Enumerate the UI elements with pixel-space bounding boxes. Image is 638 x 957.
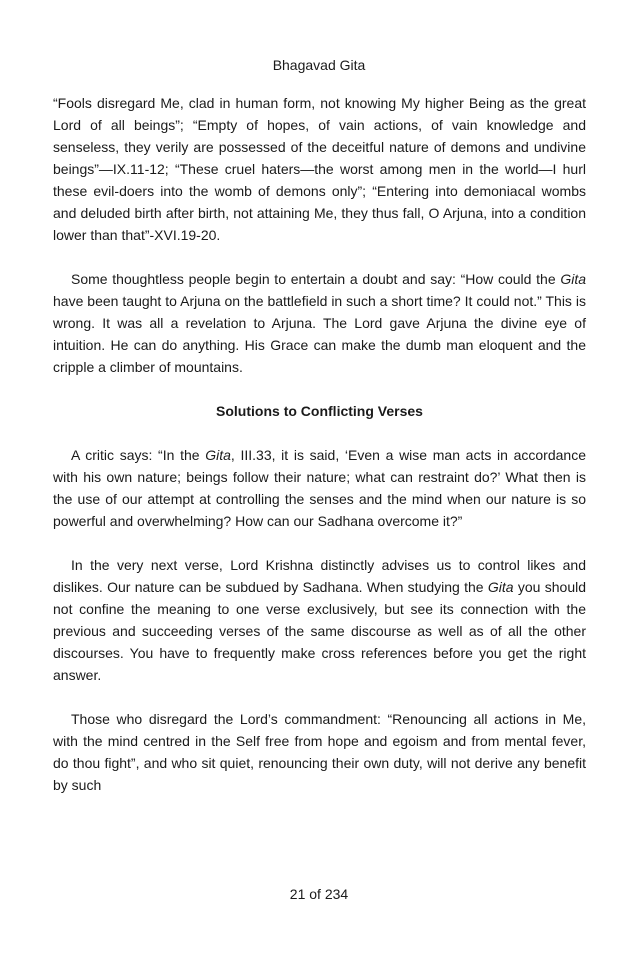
section-heading: Solutions to Conflicting Verses xyxy=(216,403,423,419)
italic-title: Gita xyxy=(487,579,514,595)
italic-title: Gita xyxy=(205,447,231,463)
page-body xyxy=(53,92,586,796)
paragraph-text: have been taught to Arjuna on the battlefield in such a short time? It could not.” This is wrong. It was all a revelation to Arjuna. The Lord gave Arjuna the divine eye of intuition. He can do anything. His Grace can make the dumb man eloquent and the cripple a climber of mountains. xyxy=(53,293,586,375)
italic-title: Gita xyxy=(560,271,586,287)
running-header: Bhagavad Gita xyxy=(272,57,366,73)
paragraph-gita-quotes: “Fools disregard Me, clad in human form, not knowing My higher Being as the great Lord of all beings”; “Empty of hopes, of vain actions, of vain knowledge and senseless, they verily are possessed of the deceitful nature of demons and undivine beings”—IX.11-12; “These cruel haters—the worst among men in the world—I hurl these evil-doers into the womb of demons only”; “Entering into demoniacal wombs and deluded birth after birth, not attaining Me, they thus fall, O Arjuna, into a condition lower than that”-XVI.19-20. xyxy=(53,95,586,243)
paragraph-text: A critic says: “In the xyxy=(71,447,206,463)
page-number: 21 of 234 xyxy=(289,886,349,902)
paragraph-commandment: Those who disregard the Lord’s commandment: “Renouncing all actions in Me, with the mind centred in the Self free from hope and egoism and from mental fever, do thou fight”, and who sit quiet, renouncing their own duty, will not derive any benefit by such xyxy=(53,711,586,793)
paragraph-text: you should not confine the meaning to one verse exclusively, but see its connection with the previous and succeeding verses of the same discourse as well as of all the other discourses. You have to frequently make cross references before you get the right answer. xyxy=(53,579,587,683)
paragraph-text: , III.33, it is said, ‘Even a wise man acts in accordance with his own nature; beings follow their nature; what can restraint do?’ What then is the use of our attempt at controlling the senses and the mind when our nature is so powerful and overwhelming? How can our Sadhana overcome it?” xyxy=(53,447,586,529)
paragraph-text: In the very next verse, Lord Krishna distinctly advises us to control likes and dislikes. Our nature can be subdued by Sadhana. When studying the xyxy=(53,557,586,595)
paragraph-text: Some thoughtless people begin to entertain a doubt and say: “How could the xyxy=(71,271,561,287)
paragraph-critic xyxy=(53,444,586,532)
paragraph-thoughtless-doubt xyxy=(53,268,586,378)
paragraph-next-verse xyxy=(53,554,586,686)
